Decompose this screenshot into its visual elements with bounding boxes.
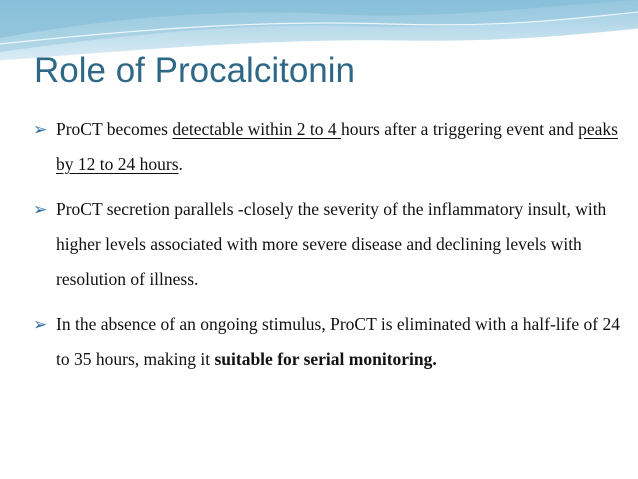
slide-title: Role of Procalcitonin xyxy=(34,51,355,90)
bullet-item-elimination xyxy=(32,307,620,377)
bold-phrase-serial-monitoring: suitable for serial monitoring. xyxy=(214,349,437,369)
bullet-item-detectability xyxy=(32,112,620,182)
arrow-bullet-icon: ➢ xyxy=(33,200,48,220)
bullet-text-part: . xyxy=(178,154,183,174)
bullet-list xyxy=(32,112,620,387)
arrow-bullet-icon: ➢ xyxy=(33,315,48,335)
bullet-text: ProCT secretion parallels -closely the severity of the inflammatory insult, with higher levels associated with more severe disease and declining levels with resolution of illness. xyxy=(56,199,607,289)
underlined-phrase-peaks: peaks by 12 to 24 hours xyxy=(56,119,618,174)
underlined-phrase-detectable: detectable within 2 to 4 xyxy=(172,119,341,139)
bullet-text-part: ProCT becomes xyxy=(56,119,173,139)
bullet-item-secretion xyxy=(32,192,620,297)
bullet-text-part: hours after a triggering event and xyxy=(340,119,579,139)
bullet-text-part: In the absence of an ongoing stimulus, ProCT is eliminated with a half-life of 24 to 35 hours, making it xyxy=(56,314,620,369)
arrow-bullet-icon: ➢ xyxy=(33,120,48,140)
